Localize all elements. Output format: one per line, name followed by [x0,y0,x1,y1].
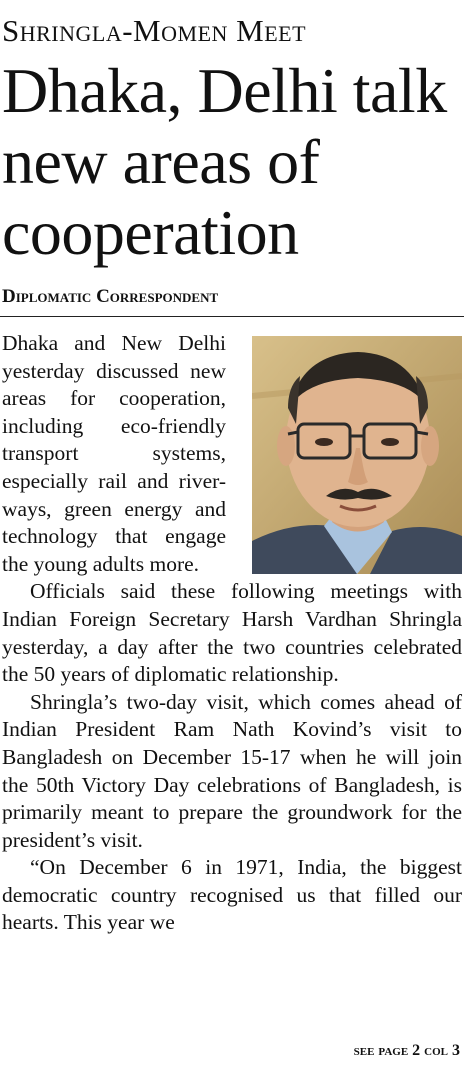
byline-divider [0,316,464,317]
article-paragraph: Shringla’s two-day visit, which comes ahead of Indian President Ram Nath Kovind’s visit to Bangladesh on December 15-17 when he will join the 50th Victory Day celebrations of Bangladesh, is primarily meant to prepare the groundwork for the president’s visit. [2,689,462,852]
article-paragraph: Officials said these following meetings with Indian Foreign Secretary Harsh Vardhan Shringla yesterday, a day after the two countries celebrated the 50 years of diplomatic relationship. [2,579,462,687]
article-body [2,330,462,937]
photo-spacer [226,330,462,573]
article-paragraph: Dhaka and New Delhi yesterday discussed new areas for cooperation, including eco-friendly transport systems, especially rail and river-ways, green energy and technology that engage the young adults more. [2,331,226,576]
byline: Diplomatic Correspondent [2,286,219,307]
article-paragraph: “On December 6 in 1971, India, the biggest democratic country recognised us that filled our hearts. This year we [2,855,462,935]
headline: Dhaka, Delhi talk new areas of cooperation [2,55,447,268]
kicker: Shringla-Momen Meet [2,13,307,48]
continued-on-link[interactable]: see page 2 col 3 [353,1042,460,1059]
